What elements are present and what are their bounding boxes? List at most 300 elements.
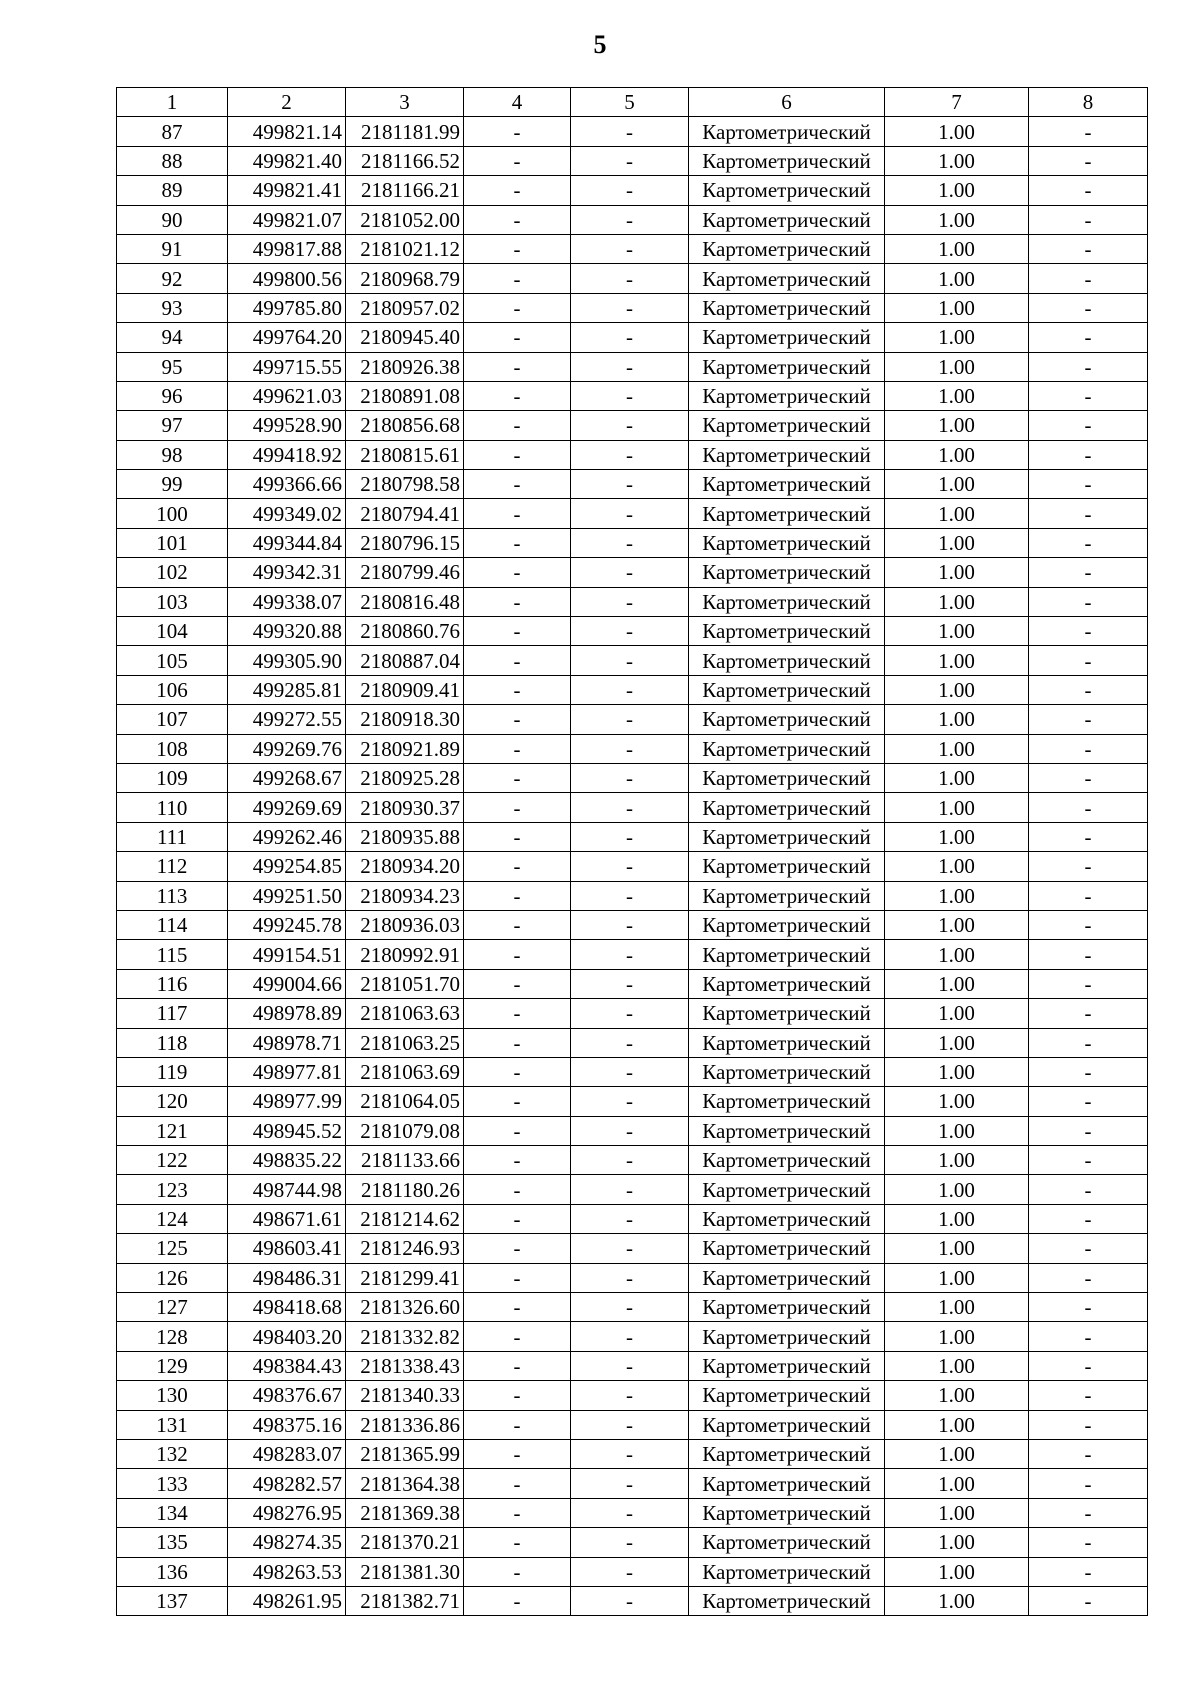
col5-cell: -	[571, 881, 689, 910]
x-coordinate-cell: 498418.68	[228, 1293, 346, 1322]
table-row	[117, 1439, 1148, 1468]
y-coordinate-cell: 2181332.82	[346, 1322, 464, 1351]
table-row	[117, 793, 1148, 822]
y-coordinate-cell: 2181214.62	[346, 1204, 464, 1233]
x-coordinate-cell: 499715.55	[228, 352, 346, 381]
col4-cell: -	[464, 499, 571, 528]
point-number-cell: 100	[117, 499, 228, 528]
point-number-cell: 107	[117, 705, 228, 734]
point-number-cell: 126	[117, 1263, 228, 1292]
y-coordinate-cell: 2180887.04	[346, 646, 464, 675]
point-number-cell: 96	[117, 381, 228, 410]
point-number-cell: 101	[117, 528, 228, 557]
col4-cell: -	[464, 1293, 571, 1322]
y-coordinate-cell: 2181369.38	[346, 1498, 464, 1527]
x-coordinate-cell: 498977.81	[228, 1057, 346, 1086]
col8-cell: -	[1029, 940, 1148, 969]
col4-cell: -	[464, 117, 571, 146]
table-row	[117, 1175, 1148, 1204]
point-number-cell: 123	[117, 1175, 228, 1204]
method-cell: Картометрический	[689, 1381, 885, 1410]
table-row	[117, 440, 1148, 469]
y-coordinate-cell: 2181370.21	[346, 1528, 464, 1557]
y-coordinate-cell: 2181166.52	[346, 146, 464, 175]
method-cell: Картометрический	[689, 264, 885, 293]
table-row	[117, 323, 1148, 352]
col8-cell: -	[1029, 323, 1148, 352]
table-row	[117, 352, 1148, 381]
col5-cell: -	[571, 499, 689, 528]
point-number-cell: 120	[117, 1087, 228, 1116]
x-coordinate-cell: 498283.07	[228, 1439, 346, 1468]
y-coordinate-cell: 2180957.02	[346, 293, 464, 322]
x-coordinate-cell: 498261.95	[228, 1586, 346, 1615]
accuracy-cell: 1.00	[885, 1586, 1029, 1615]
accuracy-cell: 1.00	[885, 558, 1029, 587]
y-coordinate-cell: 2180796.15	[346, 528, 464, 557]
point-number-cell: 105	[117, 646, 228, 675]
y-coordinate-cell: 2180891.08	[346, 381, 464, 410]
header-cell: 1	[117, 88, 228, 117]
col5-cell: -	[571, 558, 689, 587]
table-row	[117, 1322, 1148, 1351]
accuracy-cell: 1.00	[885, 1263, 1029, 1292]
header-cell: 6	[689, 88, 885, 117]
col8-cell: -	[1029, 1234, 1148, 1263]
method-cell: Картометрический	[689, 999, 885, 1028]
col4-cell: -	[464, 1146, 571, 1175]
col5-cell: -	[571, 1528, 689, 1557]
point-number-cell: 119	[117, 1057, 228, 1086]
accuracy-cell: 1.00	[885, 1439, 1029, 1468]
point-number-cell: 136	[117, 1557, 228, 1586]
table-row	[117, 470, 1148, 499]
col4-cell: -	[464, 617, 571, 646]
col4-cell: -	[464, 999, 571, 1028]
y-coordinate-cell: 2180921.89	[346, 734, 464, 763]
col5-cell: -	[571, 1234, 689, 1263]
point-number-cell: 117	[117, 999, 228, 1028]
col4-cell: -	[464, 1322, 571, 1351]
x-coordinate-cell: 498274.35	[228, 1528, 346, 1557]
col4-cell: -	[464, 381, 571, 410]
col5-cell: -	[571, 1439, 689, 1468]
y-coordinate-cell: 2180909.41	[346, 675, 464, 704]
accuracy-cell: 1.00	[885, 146, 1029, 175]
col4-cell: -	[464, 1263, 571, 1292]
x-coordinate-cell: 499764.20	[228, 323, 346, 352]
point-number-cell: 112	[117, 852, 228, 881]
col8-cell: -	[1029, 1116, 1148, 1145]
table-row	[117, 1293, 1148, 1322]
table-row	[117, 734, 1148, 763]
method-cell: Картометрический	[689, 381, 885, 410]
x-coordinate-cell: 498486.31	[228, 1263, 346, 1292]
point-number-cell: 124	[117, 1204, 228, 1233]
accuracy-cell: 1.00	[885, 528, 1029, 557]
accuracy-cell: 1.00	[885, 1087, 1029, 1116]
col4-cell: -	[464, 969, 571, 998]
y-coordinate-cell: 2180992.91	[346, 940, 464, 969]
point-number-cell: 104	[117, 617, 228, 646]
table-row	[117, 646, 1148, 675]
x-coordinate-cell: 499269.76	[228, 734, 346, 763]
method-cell: Картометрический	[689, 205, 885, 234]
col4-cell: -	[464, 1410, 571, 1439]
method-cell: Картометрический	[689, 293, 885, 322]
col5-cell: -	[571, 1381, 689, 1410]
table-row	[117, 675, 1148, 704]
point-number-cell: 92	[117, 264, 228, 293]
x-coordinate-cell: 499821.40	[228, 146, 346, 175]
table-row	[117, 1557, 1148, 1586]
point-number-cell: 93	[117, 293, 228, 322]
table-row	[117, 1146, 1148, 1175]
header-cell: 2	[228, 88, 346, 117]
col8-cell: -	[1029, 293, 1148, 322]
y-coordinate-cell: 2181382.71	[346, 1586, 464, 1615]
y-coordinate-cell: 2181364.38	[346, 1469, 464, 1498]
method-cell: Картометрический	[689, 1204, 885, 1233]
col4-cell: -	[464, 440, 571, 469]
point-number-cell: 99	[117, 470, 228, 499]
col4-cell: -	[464, 558, 571, 587]
method-cell: Картометрический	[689, 1410, 885, 1439]
col5-cell: -	[571, 734, 689, 763]
accuracy-cell: 1.00	[885, 411, 1029, 440]
point-number-cell: 125	[117, 1234, 228, 1263]
accuracy-cell: 1.00	[885, 763, 1029, 792]
point-number-cell: 113	[117, 881, 228, 910]
table-row	[117, 146, 1148, 175]
point-number-cell: 90	[117, 205, 228, 234]
table-row	[117, 234, 1148, 263]
table-row	[117, 852, 1148, 881]
accuracy-cell: 1.00	[885, 675, 1029, 704]
col4-cell: -	[464, 1469, 571, 1498]
col8-cell: -	[1029, 470, 1148, 499]
col8-cell: -	[1029, 1146, 1148, 1175]
x-coordinate-cell: 499342.31	[228, 558, 346, 587]
point-number-cell: 130	[117, 1381, 228, 1410]
col4-cell: -	[464, 1351, 571, 1380]
y-coordinate-cell: 2180945.40	[346, 323, 464, 352]
point-number-cell: 127	[117, 1293, 228, 1322]
method-cell: Картометрический	[689, 1586, 885, 1615]
col5-cell: -	[571, 1498, 689, 1527]
point-number-cell: 137	[117, 1586, 228, 1615]
col4-cell: -	[464, 1439, 571, 1468]
x-coordinate-cell: 499285.81	[228, 675, 346, 704]
x-coordinate-cell: 499320.88	[228, 617, 346, 646]
col8-cell: -	[1029, 381, 1148, 410]
x-coordinate-cell: 499785.80	[228, 293, 346, 322]
table-row	[117, 411, 1148, 440]
accuracy-cell: 1.00	[885, 1116, 1029, 1145]
table-row	[117, 264, 1148, 293]
table-row	[117, 1469, 1148, 1498]
x-coordinate-cell: 498384.43	[228, 1351, 346, 1380]
x-coordinate-cell: 498945.52	[228, 1116, 346, 1145]
col5-cell: -	[571, 176, 689, 205]
x-coordinate-cell: 499344.84	[228, 528, 346, 557]
table-row	[117, 587, 1148, 616]
col4-cell: -	[464, 323, 571, 352]
method-cell: Картометрический	[689, 705, 885, 734]
col8-cell: -	[1029, 176, 1148, 205]
y-coordinate-cell: 2181336.86	[346, 1410, 464, 1439]
x-coordinate-cell: 498282.57	[228, 1469, 346, 1498]
method-cell: Картометрический	[689, 1557, 885, 1586]
col4-cell: -	[464, 1116, 571, 1145]
table-row	[117, 176, 1148, 205]
col8-cell: -	[1029, 1175, 1148, 1204]
y-coordinate-cell: 2181365.99	[346, 1439, 464, 1468]
col5-cell: -	[571, 470, 689, 499]
col4-cell: -	[464, 852, 571, 881]
y-coordinate-cell: 2181299.41	[346, 1263, 464, 1292]
method-cell: Картометрический	[689, 234, 885, 263]
accuracy-cell: 1.00	[885, 176, 1029, 205]
y-coordinate-cell: 2180935.88	[346, 822, 464, 851]
col4-cell: -	[464, 293, 571, 322]
point-number-cell: 87	[117, 117, 228, 146]
x-coordinate-cell: 499245.78	[228, 910, 346, 939]
y-coordinate-cell: 2180918.30	[346, 705, 464, 734]
table-header-row	[117, 88, 1148, 117]
method-cell: Картометрический	[689, 1498, 885, 1527]
col4-cell: -	[464, 1175, 571, 1204]
col4-cell: -	[464, 470, 571, 499]
point-number-cell: 133	[117, 1469, 228, 1498]
table-row	[117, 1498, 1148, 1527]
method-cell: Картометрический	[689, 558, 885, 587]
method-cell: Картометрический	[689, 470, 885, 499]
point-number-cell: 116	[117, 969, 228, 998]
point-number-cell: 94	[117, 323, 228, 352]
col8-cell: -	[1029, 440, 1148, 469]
method-cell: Картометрический	[689, 969, 885, 998]
table-row	[117, 205, 1148, 234]
accuracy-cell: 1.00	[885, 1469, 1029, 1498]
table-row	[117, 1351, 1148, 1380]
y-coordinate-cell: 2180794.41	[346, 499, 464, 528]
y-coordinate-cell: 2180968.79	[346, 264, 464, 293]
col4-cell: -	[464, 1204, 571, 1233]
accuracy-cell: 1.00	[885, 1146, 1029, 1175]
y-coordinate-cell: 2180936.03	[346, 910, 464, 939]
accuracy-cell: 1.00	[885, 822, 1029, 851]
col4-cell: -	[464, 1557, 571, 1586]
x-coordinate-cell: 499418.92	[228, 440, 346, 469]
table-row	[117, 822, 1148, 851]
accuracy-cell: 1.00	[885, 646, 1029, 675]
col4-cell: -	[464, 1087, 571, 1116]
col4-cell: -	[464, 734, 571, 763]
col4-cell: -	[464, 146, 571, 175]
point-number-cell: 118	[117, 1028, 228, 1057]
accuracy-cell: 1.00	[885, 881, 1029, 910]
col4-cell: -	[464, 176, 571, 205]
method-cell: Картометрический	[689, 822, 885, 851]
point-number-cell: 91	[117, 234, 228, 263]
col4-cell: -	[464, 822, 571, 851]
method-cell: Картометрический	[689, 1175, 885, 1204]
col8-cell: -	[1029, 910, 1148, 939]
col5-cell: -	[571, 1557, 689, 1586]
method-cell: Картометрический	[689, 146, 885, 175]
col5-cell: -	[571, 646, 689, 675]
accuracy-cell: 1.00	[885, 910, 1029, 939]
col8-cell: -	[1029, 1410, 1148, 1439]
col4-cell: -	[464, 1586, 571, 1615]
point-number-cell: 122	[117, 1146, 228, 1175]
col4-cell: -	[464, 587, 571, 616]
col4-cell: -	[464, 1498, 571, 1527]
x-coordinate-cell: 499821.41	[228, 176, 346, 205]
col4-cell: -	[464, 264, 571, 293]
accuracy-cell: 1.00	[885, 1557, 1029, 1586]
y-coordinate-cell: 2180934.23	[346, 881, 464, 910]
col5-cell: -	[571, 910, 689, 939]
method-cell: Картометрический	[689, 1234, 885, 1263]
method-cell: Картометрический	[689, 1263, 885, 1292]
y-coordinate-cell: 2180816.48	[346, 587, 464, 616]
col8-cell: -	[1029, 1351, 1148, 1380]
col5-cell: -	[571, 1263, 689, 1292]
col8-cell: -	[1029, 734, 1148, 763]
method-cell: Картометрический	[689, 499, 885, 528]
point-number-cell: 108	[117, 734, 228, 763]
point-number-cell: 89	[117, 176, 228, 205]
table-body	[117, 88, 1148, 1616]
y-coordinate-cell: 2181063.63	[346, 999, 464, 1028]
col5-cell: -	[571, 323, 689, 352]
point-number-cell: 115	[117, 940, 228, 969]
col5-cell: -	[571, 117, 689, 146]
point-number-cell: 106	[117, 675, 228, 704]
accuracy-cell: 1.00	[885, 293, 1029, 322]
accuracy-cell: 1.00	[885, 969, 1029, 998]
method-cell: Картометрический	[689, 1293, 885, 1322]
col5-cell: -	[571, 205, 689, 234]
accuracy-cell: 1.00	[885, 705, 1029, 734]
col8-cell: -	[1029, 528, 1148, 557]
col5-cell: -	[571, 1410, 689, 1439]
col8-cell: -	[1029, 1439, 1148, 1468]
point-number-cell: 128	[117, 1322, 228, 1351]
col8-cell: -	[1029, 352, 1148, 381]
col4-cell: -	[464, 705, 571, 734]
col5-cell: -	[571, 1586, 689, 1615]
table-row	[117, 1087, 1148, 1116]
point-number-cell: 95	[117, 352, 228, 381]
header-cell: 4	[464, 88, 571, 117]
accuracy-cell: 1.00	[885, 1381, 1029, 1410]
col4-cell: -	[464, 940, 571, 969]
x-coordinate-cell: 498978.89	[228, 999, 346, 1028]
col5-cell: -	[571, 293, 689, 322]
method-cell: Картометрический	[689, 881, 885, 910]
accuracy-cell: 1.00	[885, 1234, 1029, 1263]
point-number-cell: 97	[117, 411, 228, 440]
x-coordinate-cell: 498263.53	[228, 1557, 346, 1586]
method-cell: Картометрический	[689, 1057, 885, 1086]
x-coordinate-cell: 499254.85	[228, 852, 346, 881]
accuracy-cell: 1.00	[885, 1204, 1029, 1233]
table-row	[117, 1234, 1148, 1263]
col8-cell: -	[1029, 763, 1148, 792]
accuracy-cell: 1.00	[885, 734, 1029, 763]
accuracy-cell: 1.00	[885, 1293, 1029, 1322]
method-cell: Картометрический	[689, 528, 885, 557]
method-cell: Картометрический	[689, 411, 885, 440]
point-number-cell: 98	[117, 440, 228, 469]
accuracy-cell: 1.00	[885, 1175, 1029, 1204]
col4-cell: -	[464, 910, 571, 939]
col8-cell: -	[1029, 705, 1148, 734]
method-cell: Картометрический	[689, 940, 885, 969]
point-number-cell: 88	[117, 146, 228, 175]
accuracy-cell: 1.00	[885, 381, 1029, 410]
x-coordinate-cell: 498376.67	[228, 1381, 346, 1410]
table-row	[117, 705, 1148, 734]
col5-cell: -	[571, 940, 689, 969]
accuracy-cell: 1.00	[885, 264, 1029, 293]
col4-cell: -	[464, 1234, 571, 1263]
table-row	[117, 969, 1148, 998]
x-coordinate-cell: 498978.71	[228, 1028, 346, 1057]
col8-cell: -	[1029, 234, 1148, 263]
method-cell: Картометрический	[689, 646, 885, 675]
x-coordinate-cell: 498276.95	[228, 1498, 346, 1527]
method-cell: Картометрический	[689, 587, 885, 616]
accuracy-cell: 1.00	[885, 852, 1029, 881]
x-coordinate-cell: 499366.66	[228, 470, 346, 499]
accuracy-cell: 1.00	[885, 352, 1029, 381]
point-number-cell: 103	[117, 587, 228, 616]
col8-cell: -	[1029, 499, 1148, 528]
table-row	[117, 558, 1148, 587]
y-coordinate-cell: 2180926.38	[346, 352, 464, 381]
col8-cell: -	[1029, 117, 1148, 146]
table-row	[117, 1204, 1148, 1233]
method-cell: Картометрический	[689, 1528, 885, 1557]
col8-cell: -	[1029, 822, 1148, 851]
y-coordinate-cell: 2180856.68	[346, 411, 464, 440]
col5-cell: -	[571, 1028, 689, 1057]
accuracy-cell: 1.00	[885, 617, 1029, 646]
method-cell: Картометрический	[689, 1146, 885, 1175]
y-coordinate-cell: 2180934.20	[346, 852, 464, 881]
y-coordinate-cell: 2181063.69	[346, 1057, 464, 1086]
col5-cell: -	[571, 852, 689, 881]
col5-cell: -	[571, 999, 689, 1028]
y-coordinate-cell: 2181064.05	[346, 1087, 464, 1116]
col8-cell: -	[1029, 1381, 1148, 1410]
accuracy-cell: 1.00	[885, 1410, 1029, 1439]
table-row	[117, 1586, 1148, 1615]
col5-cell: -	[571, 440, 689, 469]
point-number-cell: 111	[117, 822, 228, 851]
col5-cell: -	[571, 822, 689, 851]
col4-cell: -	[464, 411, 571, 440]
y-coordinate-cell: 2180930.37	[346, 793, 464, 822]
col5-cell: -	[571, 1293, 689, 1322]
y-coordinate-cell: 2181246.93	[346, 1234, 464, 1263]
col8-cell: -	[1029, 264, 1148, 293]
col4-cell: -	[464, 763, 571, 792]
